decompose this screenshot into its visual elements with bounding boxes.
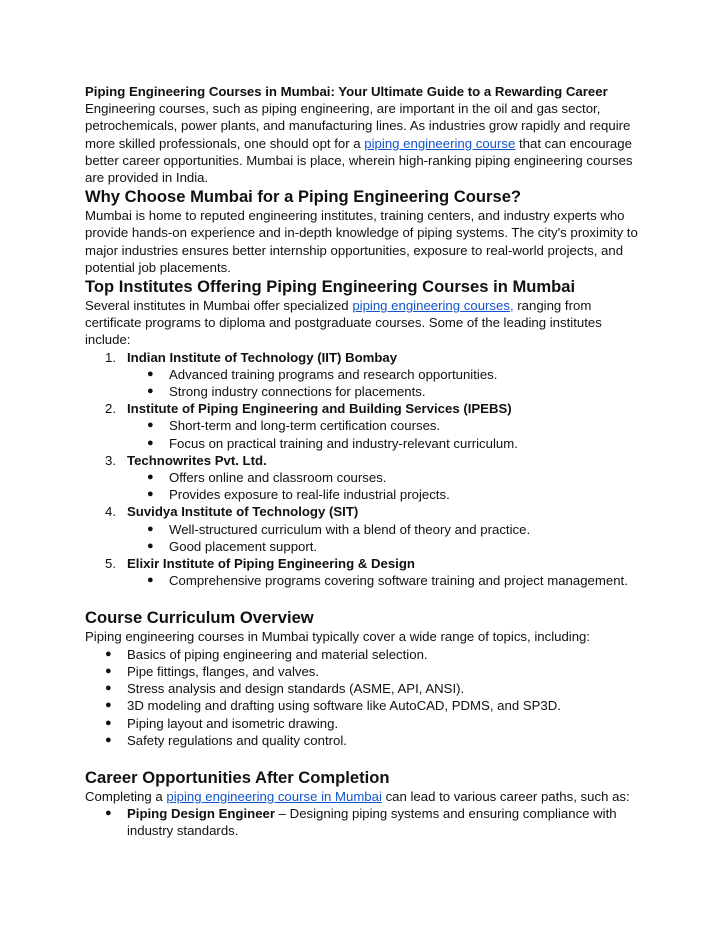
career-text-after: can lead to various career paths, such as:: [381, 788, 630, 804]
bullet-icon: ●: [147, 488, 154, 501]
institute-item: [85, 555, 645, 589]
career-paragraph: [85, 788, 645, 805]
role-description: – Designing piping systems and ensuring compliance with industry standards.: [127, 806, 617, 839]
list-item: [127, 366, 645, 383]
document-page: [85, 83, 645, 840]
topic-text: Piping layout and isometric drawing.: [127, 715, 339, 731]
bullet-icon: ●: [105, 716, 112, 729]
bullet-icon: ●: [105, 664, 112, 677]
list-item: [85, 680, 645, 697]
point-text: Provides exposure to real-life industrial projects.: [169, 487, 450, 503]
curriculum-paragraph: Piping engineering courses in Mumbai typically cover a wide range of topics, including:: [85, 629, 591, 645]
list-item: [85, 663, 645, 680]
list-item: [127, 435, 645, 452]
point-text: Comprehensive programs covering software training and project management.: [169, 573, 628, 589]
point-text: Focus on practical training and industry-relevant curriculum.: [169, 435, 518, 451]
list-number: 4.: [105, 504, 116, 520]
bullet-icon: ●: [105, 807, 112, 820]
point-text: Good placement support.: [169, 538, 318, 554]
why-mumbai-heading: Why Choose Mumbai for a Piping Engineering Course?: [85, 187, 522, 207]
institute-name: Indian Institute of Technology (IIT) Bombay: [127, 349, 398, 365]
bullet-icon: ●: [147, 522, 154, 535]
top-text-before: Several institutes in Mumbai offer specialized: [85, 298, 353, 314]
list-item: [127, 469, 645, 486]
institute-item: [85, 503, 645, 555]
document-title: Piping Engineering Courses in Mumbai: Your Ultimate Guide to a Rewarding Career: [85, 84, 608, 99]
topic-text: 3D modeling and drafting using software like AutoCAD, PDMS, and SP3D.: [127, 698, 561, 714]
institutes-list: [85, 349, 645, 590]
list-item: [127, 572, 645, 589]
piping-course-mumbai-link[interactable]: piping engineering course in Mumbai: [166, 788, 382, 804]
institute-item: [85, 452, 645, 504]
point-text: Short-term and long-term certification courses.: [169, 418, 441, 434]
topic-text: Basics of piping engineering and material selection.: [127, 646, 428, 662]
piping-courses-link[interactable]: piping engineering courses,: [352, 298, 514, 314]
career-roles-list: [85, 805, 645, 839]
bullet-icon: ●: [147, 574, 154, 587]
list-item: [85, 805, 645, 839]
why-mumbai-paragraph: Mumbai is home to reputed engineering institutes, training centers, and industry experts who provide hands-on experience and in-depth knowledge of piping systems. The city's proximity to major industries ensures better internship opportunities, exposure to real-world projects, and potential job placements.: [85, 208, 638, 275]
point-text: Advanced training programs and research opportunities.: [169, 366, 498, 382]
bullet-icon: ●: [147, 419, 154, 432]
list-item: [127, 417, 645, 434]
point-text: Offers online and classroom courses.: [169, 470, 387, 486]
list-item: [85, 646, 645, 663]
institute-item: [85, 400, 645, 452]
point-text: Well-structured curriculum with a blend of theory and practice.: [169, 521, 531, 537]
list-item: [85, 715, 645, 732]
institute-points: [127, 469, 645, 503]
bullet-icon: ●: [147, 367, 154, 380]
bullet-icon: ●: [147, 385, 154, 398]
intro-paragraph: [85, 100, 645, 186]
institute-item: [85, 349, 645, 401]
intro-text-before: Engineering courses, such as piping engineering, are important in the oil and gas sector, petrochemicals, power plants, and manufacturing lines. As industries grow rapidly and require more skilled professionals, one should opt for a: [85, 101, 631, 151]
institute-points: [127, 417, 645, 451]
curriculum-topics-list: [85, 646, 645, 749]
bullet-icon: ●: [105, 682, 112, 695]
career-heading: Career Opportunities After Completion: [85, 767, 390, 787]
institute-points: [127, 366, 645, 400]
institute-points: [127, 521, 645, 555]
bullet-icon: ●: [147, 539, 154, 552]
list-item: [127, 538, 645, 555]
topic-text: Pipe fittings, flanges, and valves.: [127, 663, 320, 679]
bullet-icon: ●: [147, 471, 154, 484]
institute-name: Elixir Institute of Piping Engineering & Design: [127, 556, 415, 572]
list-item: [85, 697, 645, 714]
role-name: Piping Design Engineer: [127, 806, 276, 822]
intro-text-after: that can encourage better career opportunities. Mumbai is place, wherein high-ranking piping engineering courses are provided in India.: [85, 135, 633, 186]
curriculum-heading: Course Curriculum Overview: [85, 608, 314, 628]
top-institutes-paragraph: [85, 297, 645, 349]
list-item: [127, 486, 645, 503]
list-number: 2.: [105, 401, 116, 417]
bullet-icon: ●: [147, 436, 154, 449]
list-item: [127, 383, 645, 400]
list-number: 1.: [105, 349, 116, 365]
career-text-before: Completing a: [85, 788, 167, 804]
piping-course-link[interactable]: piping engineering course: [364, 135, 516, 151]
topic-text: Stress analysis and design standards (ASME, API, ANSI).: [127, 681, 465, 697]
bullet-icon: ●: [105, 647, 112, 660]
top-institutes-heading: Top Institutes Offering Piping Engineering Courses in Mumbai: [85, 277, 576, 297]
institute-name: Technowrites Pvt. Ltd.: [127, 452, 267, 468]
list-number: 3.: [105, 452, 116, 468]
list-item: [85, 732, 645, 749]
bullet-icon: ●: [105, 733, 112, 746]
top-text-after: ranging from certificate programs to diploma and postgraduate courses. Some of the leading institutes include:: [85, 298, 602, 348]
institute-points: [127, 572, 645, 589]
bullet-icon: ●: [105, 699, 112, 712]
institute-name: Suvidya Institute of Technology (SIT): [127, 504, 359, 520]
point-text: Strong industry connections for placements.: [169, 384, 426, 400]
list-item: [127, 521, 645, 538]
topic-text: Safety regulations and quality control.: [127, 732, 347, 748]
institute-name: Institute of Piping Engineering and Building Services (IPEBS): [127, 401, 512, 417]
list-number: 5.: [105, 556, 116, 572]
